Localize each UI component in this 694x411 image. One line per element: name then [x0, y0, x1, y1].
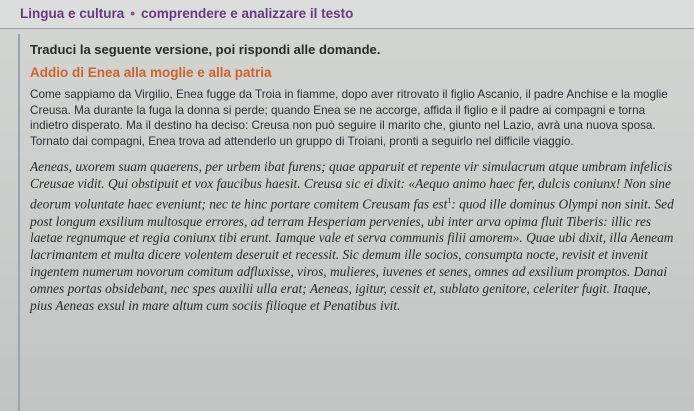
latin-text-part1: Aeneas, uxorem suam quaerens, per urbem ibat furens; quae apparuit et repente vir simulacrum atque umbram infelicis Creusae vidit. Qui obstipuit et vox faucibus haesit. Creusa sic ei dixit: «Aequo animo haec fer, dulcis coniunx! Non sine deorum voluntate haec eveniunt; nec te hinc portare comitem Creusam fas est	[30, 159, 673, 212]
section-header	[20, 6, 353, 21]
exercise-instruction: Traduci la seguente versione, poi rispondi alle domande.	[30, 42, 381, 57]
exercise-panel	[18, 34, 686, 411]
passage-intro: Come sappiamo da Virgilio, Enea fugge da Troia in fiamme, dopo aver ritrovato il figlio Ascanio, il padre Anchise e la moglie Creusa. Ma durante la fuga la donna si perde; quando Enea se ne accorge, affida il figlio e il padre ai compagni e torna indietro disperato. Ma il destino ha deciso: Creusa non può seguire il marito che, giunto nel Lazio, avrà una nuova sposa. Tornato dai compagni, Enea trova ad attenderlo un gruppo di Troiani, pronti a seguirlo nel difficile viaggio.	[30, 88, 668, 148]
section-label: Lingua e cultura	[20, 6, 125, 21]
passage-title: Addio di Enea alla moglie e alla patria	[30, 65, 272, 80]
footnote-marker: 1	[447, 196, 452, 206]
section-subtitle: comprendere e analizzare il testo	[141, 6, 354, 21]
latin-passage	[30, 159, 676, 315]
bullet-separator: •	[130, 6, 135, 21]
latin-text-part2: : quod ille dominus Olympi non sinit. Sed post longum exsilium multosque errores, ad terram Hesperiam pervenies, ubi inter arva opima fluit Tiberis: illic res laetae regnumque et regia coniunx tibi erunt. Iamque vale et serva communis filii amorem». Quae ubi dixit, illa Aeneam lacrimantem et multa dicere volentem deseruit et recessit. Sic demum ille socios, consumpta nocte, revisit et invenit ingentem numerum novorum comitum adfluxisse, viros, mulieres, iuvenes et senes, omnes ad exsilium promptos. Danai omnes portas obsidebant, nec spes auxilii ulla erat; Aeneas, igitur, cessit et, sublato genitore, celeriter fugit. Itaque, pius Aeneas exsul in mare altum cum sociis filioque et Penatibus ivit.	[30, 196, 674, 314]
